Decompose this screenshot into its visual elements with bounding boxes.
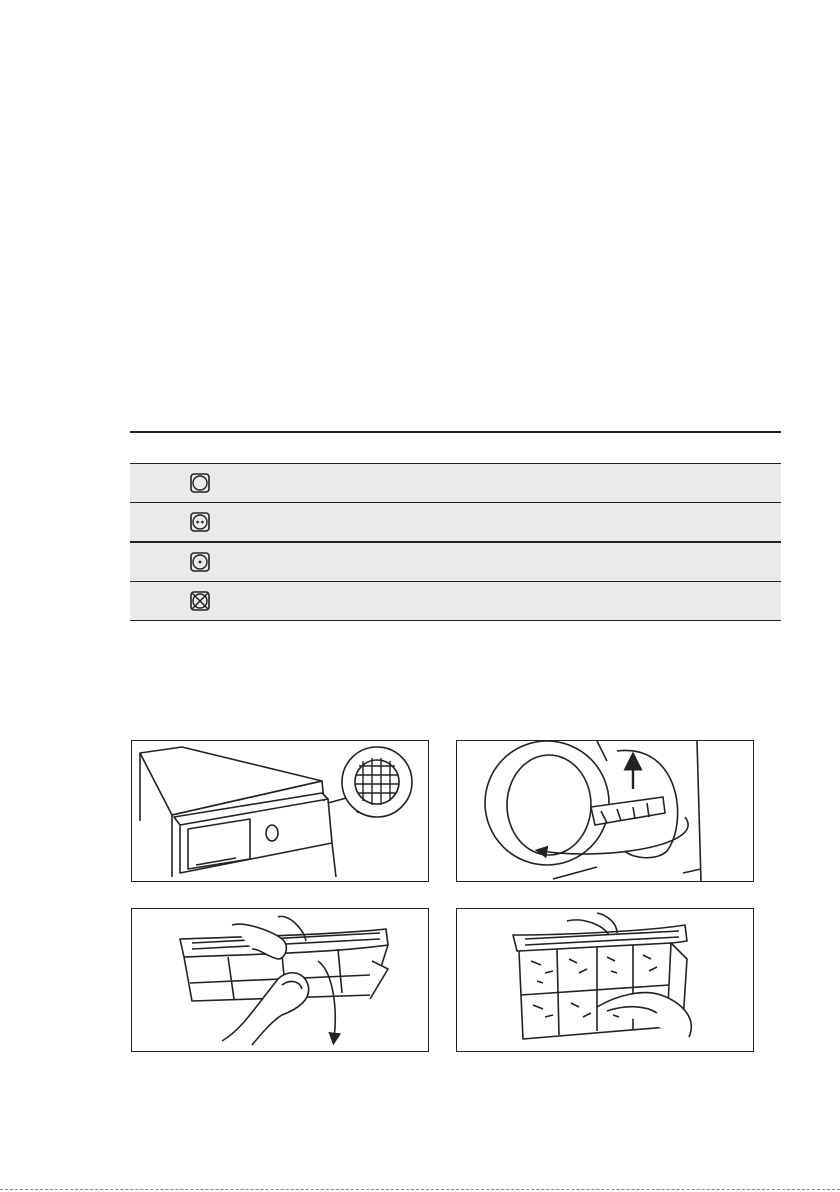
filter-location-illustration [132,741,428,881]
tumble-dry-symbol-icon [190,473,210,493]
clean-filter-illustration [457,909,753,1051]
table-row [130,503,781,543]
table-row [130,542,781,582]
table-row [130,464,781,503]
care-symbols-table [130,431,781,621]
figure-filter-location [131,740,429,882]
page-trim-line [0,1189,840,1190]
description-cell [270,503,781,543]
header-cell-symbol [130,432,270,464]
symbol-cell [130,503,270,543]
symbol-cell [130,582,270,621]
description-cell [270,464,781,503]
tumble-dry-high-heat-icon [190,512,210,532]
figure-remove-filter [456,740,754,882]
open-filter-illustration [132,909,428,1051]
tumble-dry-low-heat-icon [190,552,210,572]
description-cell [270,582,781,621]
table-row [130,582,781,621]
open-door-lift-filter-illustration [457,741,753,881]
symbol-cell [130,542,270,582]
figure-clean-filter [456,908,754,1052]
do-not-tumble-dry-icon [190,591,210,611]
header-cell-description [270,432,781,464]
figure-open-filter [131,908,429,1052]
symbol-cell [130,464,270,503]
description-cell [270,542,781,582]
table-header-row [130,432,781,464]
